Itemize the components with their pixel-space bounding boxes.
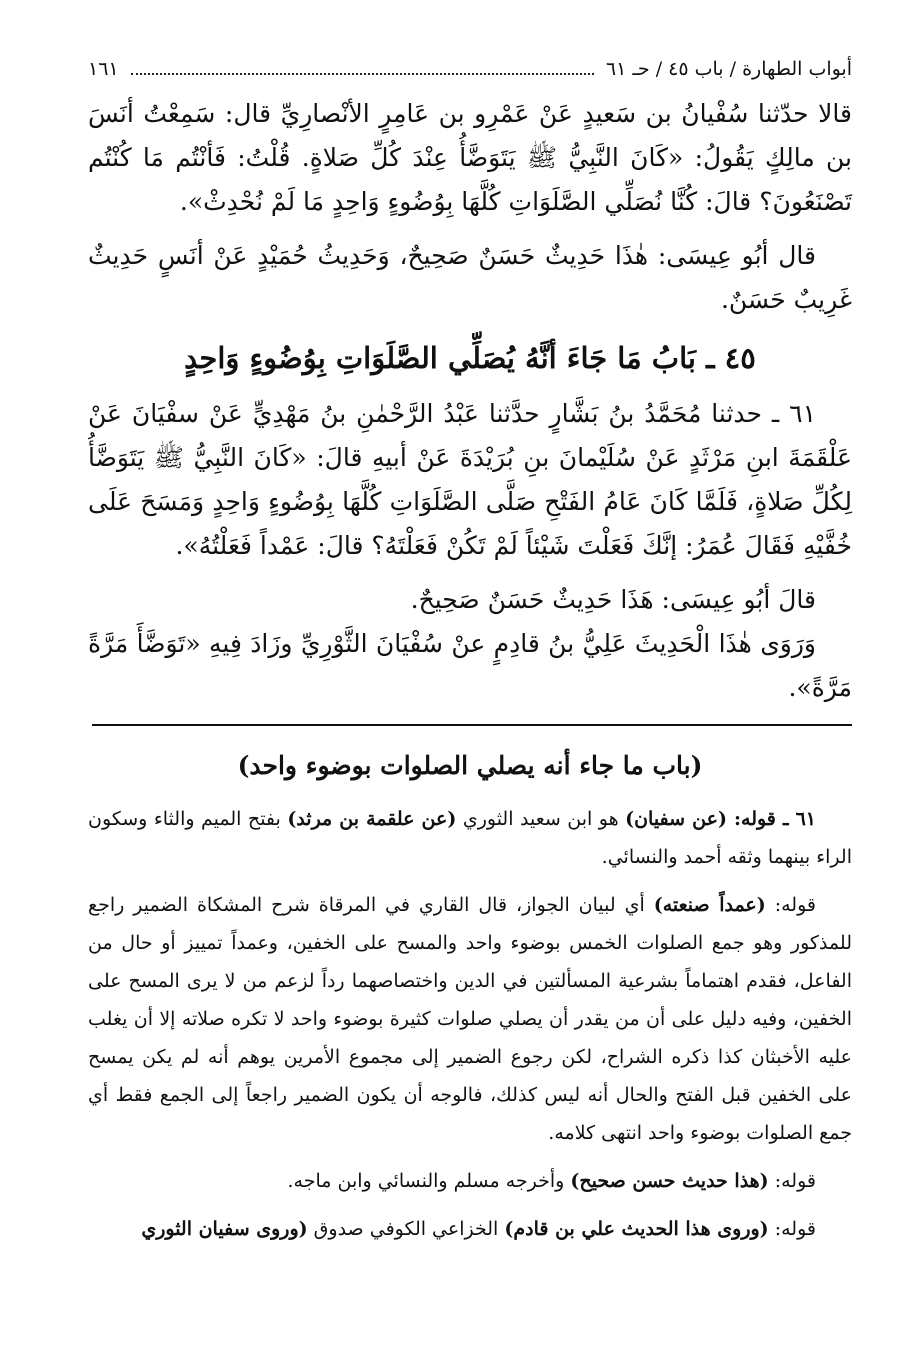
commentary-title: (باب ما جاء أنه يصلي الصلوات بوضوء واحد) bbox=[237, 751, 703, 780]
commentary-text: الخزاعي الكوفي صدوق bbox=[307, 1218, 505, 1240]
commentary-quote: (هذا حديث حسن صحيح) bbox=[570, 1170, 769, 1192]
commentary-text: قوله: bbox=[768, 1170, 816, 1192]
commentary-quote: (وروى هذا الحديث علي بن قادم) bbox=[504, 1218, 769, 1240]
commentary-quote: (عن علقمة بن مرثد) bbox=[287, 808, 457, 830]
commentary-text: هو ابن سعيد الثوري bbox=[456, 808, 626, 830]
commentary-paragraph-2 bbox=[88, 886, 852, 1152]
commentary-text: قوله: bbox=[765, 894, 816, 916]
commentary-quote: (عمداً صنعته) bbox=[653, 894, 766, 916]
running-header bbox=[88, 58, 852, 92]
commentary-text: قوله: bbox=[768, 1218, 816, 1240]
commentary-quote: ٦١ ـ قوله: (عن سفيان) bbox=[625, 808, 816, 830]
hadith-60-grading: قال أبُو عِيسَى: هٰذَا حَدِيثٌ حَسَنٌ صَحِيحٌ، وَحَدِيثُ حُمَيْدٍ عَنْ أنَسٍ حَدِيثٌ غَرِيبٌ حَسَنٌ. bbox=[88, 241, 852, 314]
hadith-61-text: ٦١ ـ حدثنا مُحَمَّدُ بنُ بَشَّارٍ حدَّثنا عَبْدُ الرَّحْمٰنِ بنُ مَهْدِيٍّ عَنْ سفْيَانَ عَنْ عَلْقَمَةَ ابنِ مَرْثَدٍ عَنْ سُلَيْمانَ بنِ بُرَيْدَةَ عَنْ أبيهِ قالَ: «كَانَ النَّبِيُّ ﷺ يَتَوَضَّأُ لِكُلِّ صَلاةٍ، فَلَمَّا كَانَ عَامُ الفَتْحِ صَلَّى الصَّلَوَاتِ كُلَّهَا بِوُضُوءٍ وَاحِدٍ وَمَسَحَ عَلَى خُفَّيْهِ فَقَالَ عُمَرُ: إنَّكَ فَعَلْتَ شَيْئاً لَمْ تَكُنْ فَعَلْتَهُ؟ قالَ: عَمْداً فَعَلْتُهُ». bbox=[88, 399, 852, 560]
commentary-section bbox=[88, 800, 852, 1248]
running-title: أبواب الطهارة / باب ٤٥ / حـ ٦١ bbox=[605, 58, 852, 80]
commentary-quote: (وروى سفيان الثوري bbox=[141, 1218, 308, 1240]
header-dot-leader bbox=[131, 61, 594, 75]
commentary-text: أي لبيان الجواز، قال القاري في المرقاة شرح المشكاة الضمير راجع للمذكور وهو جمع الصلوات الخمس بوضوء واحد والمسح على الخفين، وعمداً تمييز أو حال من الفاعل، فقدم اهتماماً بشرعية المسألتين في الدين واختصاصهما رداً لزعم من لا يرى المسح على الخفين، وفيه دليل على أن من يقدر أن يصلي صلوات كثيرة بوضوء واحد لا تكره صلاته إلا أن يغلب عليه الأخبثان كذا ذكره الشراح، لكن رجوع الضمير إلى مجموع الأمرين يوهم أنه لم يكن يمسح على الخفين قبل الفتح والحال أنه ليس كذلك، فالوجه أن يكون الضمير راجعاً إلى الجمع فقط أي جمع الصلوات بوضوء واحد انتهى كلامه. bbox=[88, 894, 852, 1144]
hadith-60-text: قالا حدّثنا سُفْيانُ بن سَعيدٍ عَنْ عَمْرِو بن عَامِرٍ الأنْصارِيِّ قال: سَمِعْتُ أنَسَ بن مالِكٍ يَقُولُ: «كَانَ النَّبِيُّ ﷺ يَتَوَضَّأُ عِنْدَ كُلِّ صَلاةٍ. قُلْتُ: فَأنْتُم مَا كُنْتُم تَصْنَعُونَ؟ قالَ: كُنَّا نُصَلِّي الصَّلَوَاتِ كُلَّهَا بِوُضُوءٍ وَاحِدٍ مَا لَمْ نُحْدِثْ». bbox=[88, 99, 852, 216]
commentary-paragraph-1 bbox=[88, 800, 852, 876]
commentary-paragraph-4 bbox=[88, 1210, 852, 1248]
commentary-text: بفتح الميم والثاء وسكون الراء بينهما وثقه أحمد والنسائي. bbox=[88, 808, 852, 868]
page-number: ١٦١ bbox=[88, 58, 119, 80]
hadith-61-grading: قالَ أبُو عِيسَى: هَذَا حَدِيثٌ حَسَنٌ صَحِيحٌ. bbox=[410, 585, 816, 614]
commentary-text: وأخرجه مسلم والنسائي وابن ماجه. bbox=[287, 1170, 571, 1192]
commentary-paragraph-3 bbox=[88, 1162, 852, 1200]
hadith-section bbox=[88, 92, 852, 710]
hadith-61-note: وَرَوَى هٰذَا الْحَدِيثَ عَلِيُّ بنُ قادِمٍ عنْ سُفْيَانَ الثَّوْرِيِّ وزَادَ فِيهِ «تَوَضَّأَ مَرَّةً مَرَّةً». bbox=[88, 629, 852, 702]
chapter-title: ٤٥ ـ بَابُ مَا جَاءَ أنَّهُ يُصَلِّي الصَّلَوَاتِ بِوُضُوءٍ وَاحِدٍ bbox=[184, 341, 756, 375]
footnote-divider bbox=[92, 724, 852, 726]
